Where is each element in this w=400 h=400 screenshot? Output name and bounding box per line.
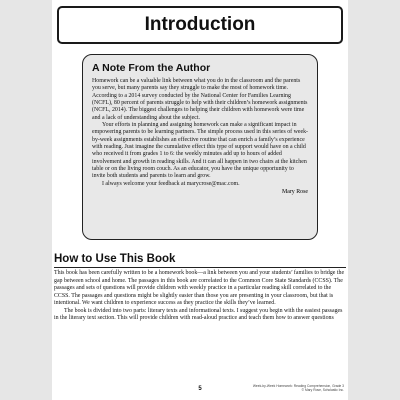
page-title: Introduction [144, 14, 256, 35]
author-note-paragraph-3: I always welcome your feedback at marycrose@mac.com. [102, 180, 240, 187]
title-banner [57, 6, 343, 44]
how-to-use-body [54, 270, 346, 323]
credit-line-1: Week-by-Week Homework: Reading Comprehension, Grade 3 [252, 384, 344, 388]
author-note-box [82, 54, 318, 240]
section-divider [54, 267, 346, 268]
page-number: 5 [198, 386, 202, 392]
how-to-use-heading: How to Use This Book [54, 253, 176, 265]
author-note-paragraph-2: Your efforts in planning and assigning homework can make a significant impact in empowering parents to be learning partners. The simple process used in this series of week-by-week assignments establishes an effective routine that can enrich a family’s experience with reading. Just imagine the cumulative effect this type of support would have on a child who received it from grades 1 to 6: the weekly minutes add up to hours of added involvement and growth in reading skills. And it can all happen in two chairs at the kitchen table or on the living room couch. As an educator, you have the unique opportunity to invite both students and parents to learn and grow. [92, 122, 308, 180]
author-note-paragraph-1: Homework can be a valuable link between what you do in the classroom and the parents you serve, but many parents say they struggle to make the most of homework time. According to a 2014 survey conducted by the National Center for Families Learning (NCFL), 80 percent of parents struggle to help with their children’s homework assignments (NCFL, 2014). The biggest challenges to helping their children with homework were time and a lack of understanding about the subject. [92, 78, 308, 121]
author-note-heading: A Note From the Author [92, 62, 211, 74]
copyright-credit [253, 384, 344, 392]
how-to-use-paragraph-1: This book has been carefully written to be a homework book—a link between you and your students’ families to bridge the gap between school and home. The passages in this book are correlated to the Common Core State Standards (CCSS). The passages and sets of questions will provide children with weekly practice in a particular reading skill correlated to the CCSS. The passages and questions might be slightly easier than those you are presenting in your classroom, but that is intentional. We want children to experience success as they practice the skills they’ve learned. [54, 270, 345, 306]
document-page [52, 0, 348, 400]
page-footer [52, 384, 348, 400]
credit-line-2: © Mary Rose, Scholastic Inc. [301, 388, 344, 393]
author-signature: Mary Rose [281, 189, 308, 196]
how-to-use-paragraph-2: The book is divided into two parts: literary texts and informational texts. I suggest you begin with the easiest passages in the literary text section. This will provide children with read-aloud practice and teach them how to answer questions [54, 307, 343, 321]
